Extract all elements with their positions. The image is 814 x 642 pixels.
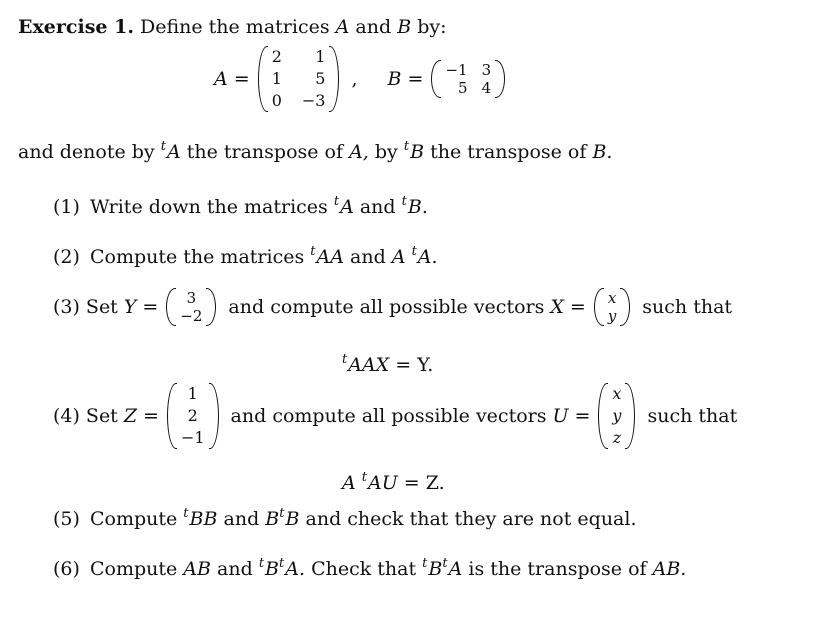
matrix-definitions: A = 2 1 1 5 0 −3 , B = −1 3 5 4 bbox=[214, 46, 507, 112]
question-4: (4) Set Z = 1 2 −1 and compute all possible vectors U = x y z such that bbox=[53, 384, 738, 447]
question-6: (6) Compute AB and $^tB^tA$. Check that $^tB^tA$ is the transpose of AB. bbox=[53, 556, 687, 580]
question-1: (1) Write down the matrices $^t$A and $^t$B. bbox=[53, 194, 428, 218]
vector-u: x y z bbox=[598, 383, 635, 449]
question-3: (3) Set Y = 3 −2 and compute all possible vectors X = x y such that bbox=[53, 289, 733, 325]
vector-y: 3 −2 bbox=[166, 288, 216, 326]
matrix-b: −1 3 5 4 bbox=[431, 60, 505, 98]
question-2: (2) Compute the matrices $^t$AA and A $^t$A. bbox=[53, 244, 438, 268]
transpose-definition: and denote by $^t$A the transpose of A, by $^t$B the transpose of B. bbox=[18, 139, 613, 163]
matrix-a: 2 1 1 5 0 −3 bbox=[258, 46, 340, 112]
exercise-heading: Exercise 1. Define the matrices A and B by: bbox=[18, 16, 447, 38]
formula-4: A $^t$AU = Z. bbox=[342, 470, 445, 494]
matrix-b-label: B = bbox=[387, 68, 424, 90]
vector-z: 1 2 −1 bbox=[167, 383, 219, 449]
matrix-a-label: A = bbox=[214, 68, 250, 90]
vector-x: x y bbox=[594, 288, 630, 326]
question-5: (5) Compute $^t$BB and $B^tB$ and check that they are not equal. bbox=[53, 506, 637, 530]
exercise-title: Exercise 1. bbox=[18, 16, 134, 38]
formula-3: $^t$AAX = Y. bbox=[342, 352, 434, 376]
